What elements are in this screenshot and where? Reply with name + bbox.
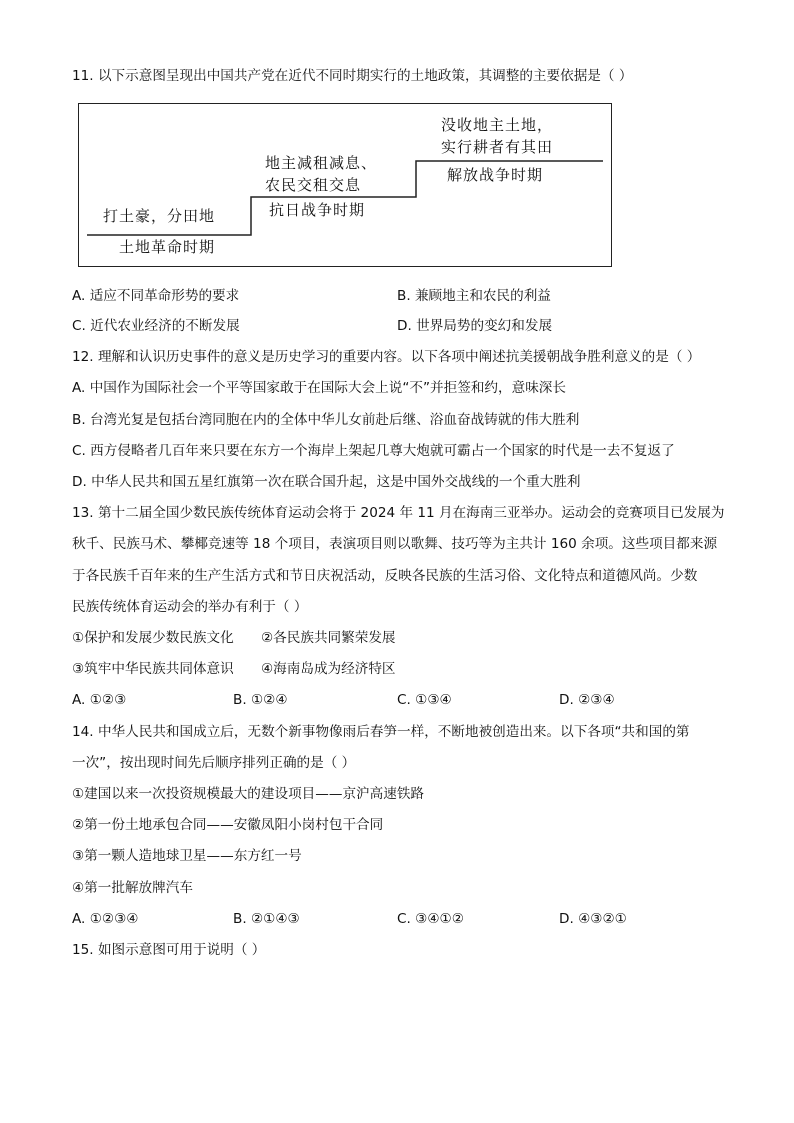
q14-option-b[interactable]: B. ②①④③ (233, 911, 300, 927)
q13-stem-line2: 秋千、民族马术、攀椰竞速等 18 个项目，表演项目则以歌舞、技巧等为主共计 160 余项。这些项目都来源 (72, 536, 718, 552)
q12-option-a[interactable]: A. 中国作为国际社会一个平等国家敢于在国际大会上说“不”并拒签和约，意味深长 (72, 380, 566, 396)
stage3-policy-line2: 实行耕者有其田 (441, 138, 554, 156)
q14-stem-line1: 14. 中华人民共和国成立后，无数个新事物像雨后春笋一样，不断地被创造出来。以下各项“共和国的第 (72, 724, 690, 740)
q11-option-a[interactable]: A. 适应不同革命形势的要求 (72, 288, 240, 304)
stage2-policy-line1: 地主减租减息、 (265, 154, 378, 172)
q12-option-d[interactable]: D. 中华人民共和国五星红旗第一次在联合国升起，这是中国外交战线的一个重大胜利 (72, 474, 581, 490)
q13-stem-line4: 民族传统体育运动会的举办有利于（ ） (72, 599, 308, 615)
q14-option-d[interactable]: D. ④③②① (559, 911, 627, 927)
stage3-policy-line1: 没收地主土地， (441, 116, 554, 134)
q14-stem-line2: 一次”，按出现时间先后顺序排列正确的是（ ） (72, 755, 356, 771)
q13-item-3: ③筑牢中华民族共同体意识 (72, 661, 234, 677)
q13-stem-line3: 于各民族千百年来的生产生活方式和节日庆祝活动，反映各民族的生活习俗、文化特点和道德风尚。少数 (72, 568, 698, 584)
q14-option-a[interactable]: A. ①②③④ (72, 911, 139, 927)
q14-item-1: ①建国以来一次投资规模最大的建设项目——京沪高速铁路 (72, 786, 425, 802)
q12-option-c[interactable]: C. 西方侵略者几百年来只要在东方一个海岸上架起几尊大炮就可霸占一个国家的时代是一去不复返了 (72, 443, 675, 459)
q13-option-c[interactable]: C. ①③④ (397, 692, 452, 708)
q13-item-4: ④海南岛成为经济特区 (261, 661, 396, 677)
q12-option-b[interactable]: B. 台湾光复是包括台湾同胞在内的全体中华儿女前赴后继、浴血奋战铸就的伟大胜利 (72, 412, 580, 428)
q12-stem: 12. 理解和认识历史事件的意义是历史学习的重要内容。以下各项中阐述抗美援朝战争胜利意义的是（ ） (72, 349, 701, 365)
q14-item-3: ③第一颗人造地球卫星——东方红一号 (72, 848, 302, 864)
q11-option-d[interactable]: D. 世界局势的变幻和发展 (397, 318, 553, 334)
q14-item-4: ④第一批解放牌汽车 (72, 880, 193, 896)
stage1-policy: 打土豪，分田地 (103, 207, 216, 225)
stage1-period: 土地革命时期 (119, 238, 216, 256)
stage2-policy-line2: 农民交租交息 (265, 176, 362, 194)
q13-option-a[interactable]: A. ①②③ (72, 692, 127, 708)
q14-option-c[interactable]: C. ③④①② (397, 911, 464, 927)
q13-option-d[interactable]: D. ②③④ (559, 692, 615, 708)
q11-stem: 11. 以下示意图呈现出中国共产党在近代不同时期实行的土地政策，其调整的主要依据是（ ） (72, 68, 633, 84)
q14-item-2: ②第一份土地承包合同——安徽凤阳小岗村包干合同 (72, 817, 384, 833)
q11-option-b[interactable]: B. 兼顾地主和农民的利益 (397, 288, 551, 304)
q13-item-2: ②各民族共同繁荣发展 (261, 630, 396, 646)
q11-option-c[interactable]: C. 近代农业经济的不断发展 (72, 318, 240, 334)
q13-option-b[interactable]: B. ①②④ (233, 692, 288, 708)
q13-item-1: ①保护和发展少数民族文化 (72, 630, 234, 646)
q15-stem: 15. 如图示意图可用于说明（ ） (72, 942, 266, 958)
q13-stem-line1: 13. 第十二届全国少数民族传统体育运动会将于 2024 年 11 月在海南三亚举办。运动会的竞赛项目已发展为 (72, 505, 725, 521)
stage3-period: 解放战争时期 (447, 166, 544, 184)
land-policy-diagram (78, 103, 612, 267)
stage2-period: 抗日战争时期 (269, 201, 366, 219)
